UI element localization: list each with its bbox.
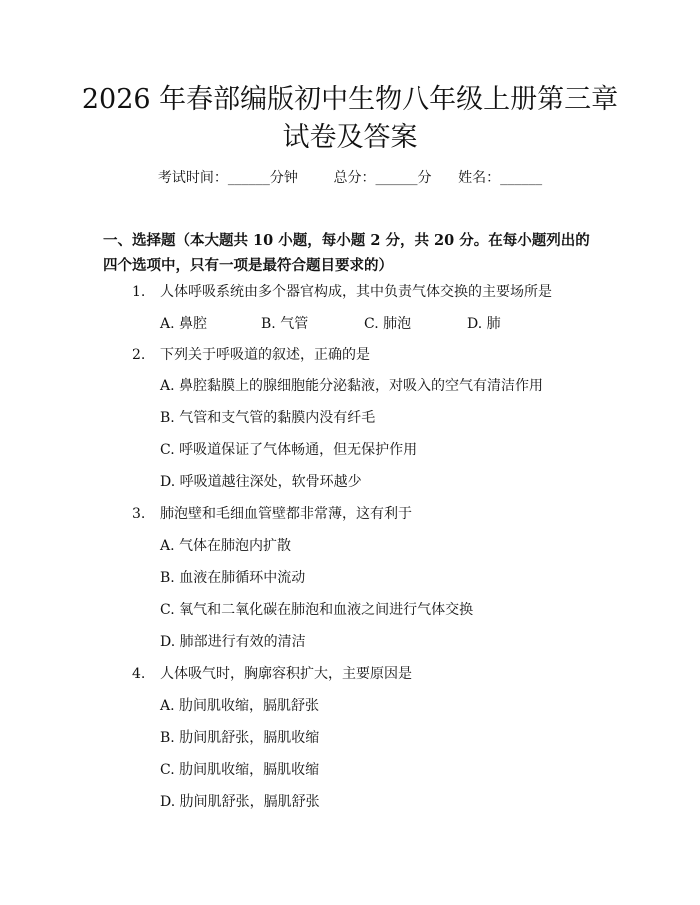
option-a: A. 肋间肌收缩，膈肌舒张 — [160, 698, 320, 714]
exam-title-line1: 2026 年春部编版初中生物八年级上册第三章 — [81, 84, 619, 115]
exam-time-field: 考试时间：______分钟 — [157, 170, 298, 186]
section-heading-choice: 一、选择题（本大题共 10 小题，每小题 2 分，共 20 分。在每小题列出的四个选项中，只有一项是最符合题目要求的） — [103, 232, 590, 274]
question-text: 人体呼吸系统由多个器官构成，其中负责气体交换的主要场所是 — [160, 284, 552, 300]
option-a: A. 气体在肺泡内扩散 — [160, 538, 292, 554]
option-b: B. 血液在肺循环中流动 — [160, 570, 306, 586]
option-c: C. 肺泡 — [364, 316, 412, 332]
option-c: C. 呼吸道保证了气体畅通，但无保护作用 — [160, 442, 418, 458]
exam-score-field: 总分：______分 — [333, 170, 432, 186]
option-a: A. 鼻腔 — [160, 316, 208, 332]
option-c: C. 肋间肌收缩，膈肌收缩 — [160, 762, 320, 778]
option-b: B. 肋间肌舒张，膈肌收缩 — [160, 730, 320, 746]
option-d: D. 呼吸道越往深处，软骨环越少 — [160, 474, 362, 490]
option-b: B. 气管 — [261, 316, 309, 332]
exam-meta — [0, 168, 700, 188]
question-number: 2. — [132, 347, 146, 363]
question-number: 3. — [132, 506, 146, 522]
option-d: D. 肺部进行有效的清洁 — [160, 634, 306, 650]
option-d: D. 肺 — [467, 316, 501, 332]
exam-title-line2: 试卷及答案 — [282, 122, 418, 153]
question-text: 肺泡壁和毛细血管壁都非常薄，这有利于 — [160, 506, 412, 522]
question-text: 人体吸气时，胸廓容积扩大，主要原因是 — [160, 666, 412, 682]
question-number: 4. — [132, 666, 146, 682]
exam-name-field: 姓名：______ — [458, 170, 543, 186]
question-number: 1. — [132, 284, 146, 300]
option-b: B. 气管和支气管的黏膜内没有纤毛 — [160, 410, 376, 426]
option-a: A. 鼻腔黏膜上的腺细胞能分泌黏液，对吸入的空气有清洁作用 — [160, 378, 544, 394]
option-c: C. 氧气和二氧化碳在肺泡和血液之间进行气体交换 — [160, 602, 474, 618]
option-d: D. 肋间肌舒张，膈肌舒张 — [160, 794, 320, 810]
question-text: 下列关于呼吸道的叙述，正确的是 — [160, 347, 370, 363]
